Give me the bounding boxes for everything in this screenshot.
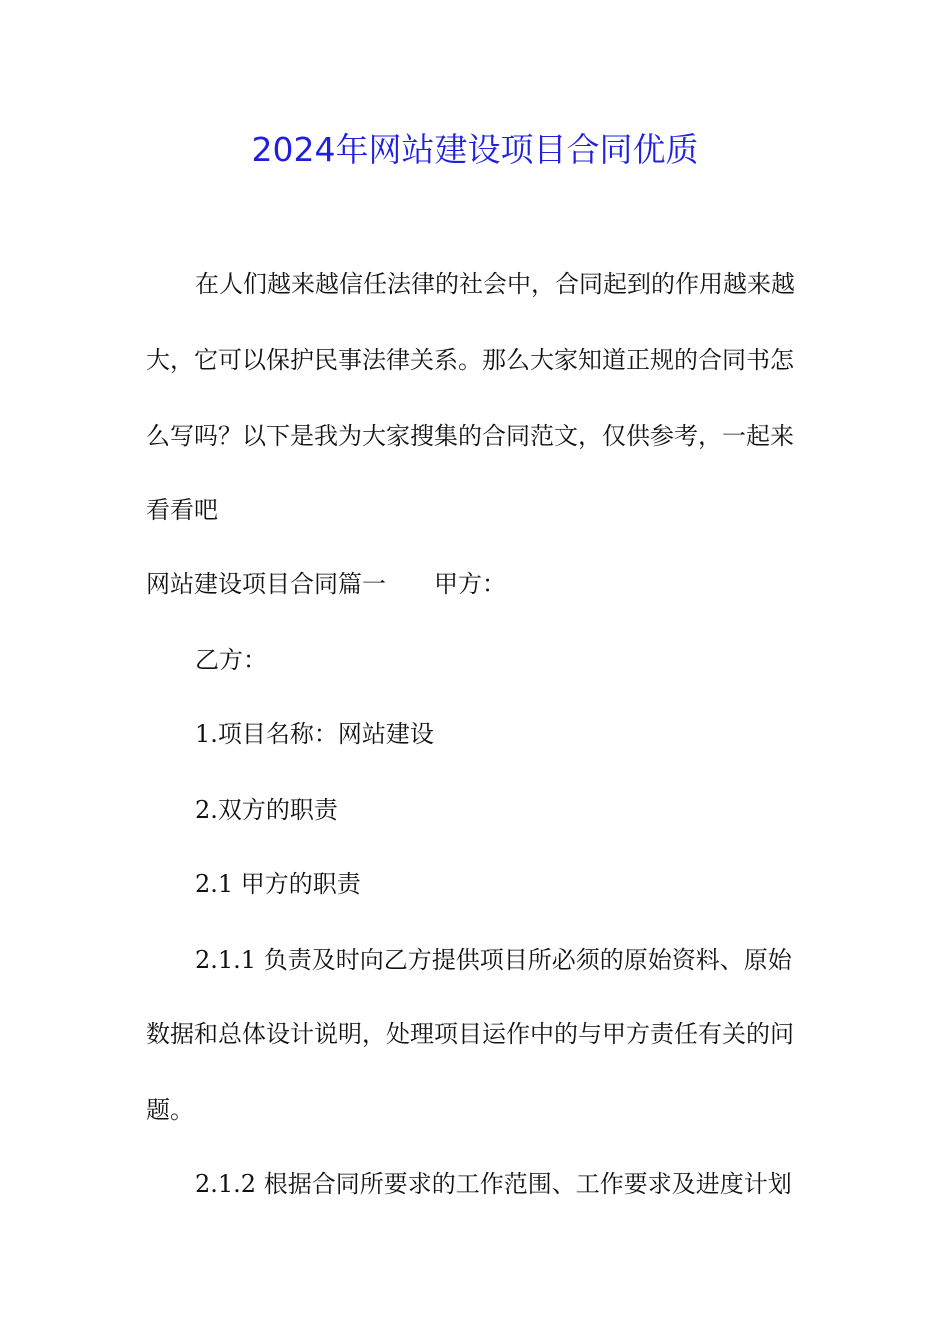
intro-line-4: 看看吧: [146, 496, 218, 524]
clause-2-1: 2.1 甲方的职责: [195, 870, 361, 898]
clause-1: 1.项目名称：网站建设: [195, 720, 434, 748]
clause-2-1-1-line-2: 数据和总体设计说明，处理项目运作中的与甲方责任有关的问: [146, 1020, 794, 1048]
intro-line-1: 在人们越来越信任法律的社会中，合同起到的作用越来越: [195, 270, 795, 298]
document-title: 2024年网站建设项目合同优质: [251, 130, 699, 169]
clause-2-1-2-line-1: 2.1.2 根据合同所要求的工作范围、工作要求及进度计划: [195, 1170, 792, 1198]
party-a-label: 甲方：: [434, 570, 506, 598]
clause-2-1-1-line-1: 2.1.1 负责及时向乙方提供项目所必须的原始资料、原始: [195, 946, 792, 974]
party-b-label: 乙方：: [195, 646, 267, 674]
intro-line-2: 大，它可以保护民事法律关系。那么大家知道正规的合同书怎: [146, 346, 794, 374]
clause-2: 2.双方的职责: [195, 796, 338, 824]
clause-2-1-1-line-3: 题。: [146, 1096, 194, 1124]
intro-line-3: 么写吗？以下是我为大家搜集的合同范文，仅供参考，一起来: [146, 422, 794, 450]
section-heading: 网站建设项目合同篇一: [146, 570, 386, 598]
